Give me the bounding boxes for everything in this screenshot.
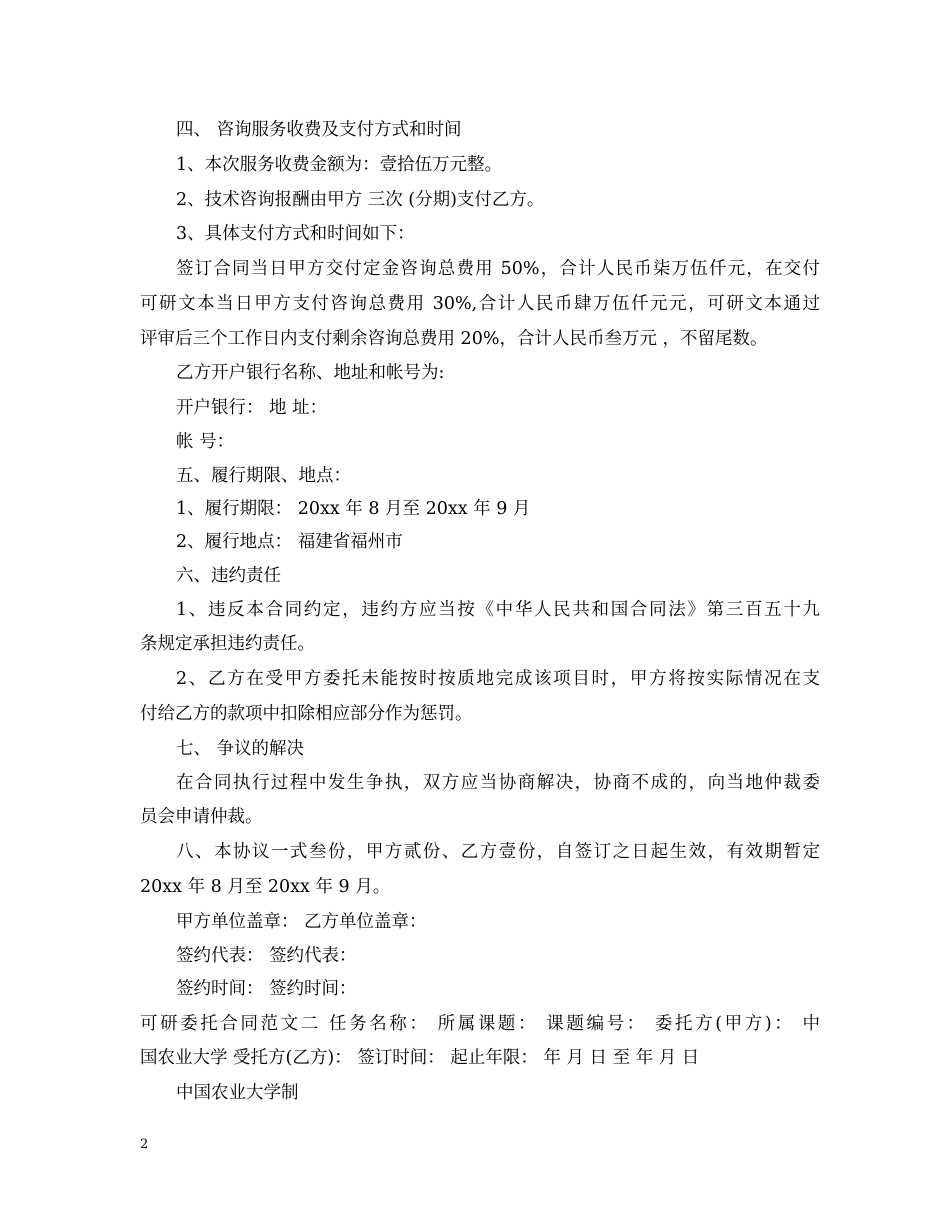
bank-name-address: 开户银行： 地 址：: [176, 398, 328, 418]
clause-7-line-1: 在合同执行过程中发生争执，双方应当协商解决，协商不成的，向当地仲裁委: [176, 773, 820, 793]
template-two-line-1: 可研委托合同范文二 任务名称： 所属课题： 课题编号： 委托方(甲方)： 中: [140, 1014, 820, 1034]
section-8-line-1: 八、本协议一式叁份，甲方贰份、乙方壹份，自签订之日起生效，有效期暂定: [176, 842, 820, 862]
signing-time-line: 签约时间： 签约时间：: [176, 979, 357, 999]
clause-7-line-2: 员会申请仲裁。: [140, 807, 263, 827]
section-8-line-2: 20xx 年 8 月至 20xx 年 9 月。: [140, 877, 391, 897]
section-7-heading: 七、 争议的解决: [176, 739, 305, 759]
clause-6-2-line-1: 2、乙方在受甲方委托未能按时按质地完成该项目时，甲方将按实际情况在支: [176, 669, 820, 689]
payment-text-line-3: 评审后三个工作日内支付剩余咨询总费用 20%，合计人民币叁万元 ，不留尾数。: [140, 329, 768, 349]
clause-4-1: 1、本次服务收费金额为：壹拾伍万元整。: [176, 155, 503, 175]
section-4-heading: 四、 咨询服务收费及支付方式和时间: [176, 120, 462, 140]
bank-info-heading: 乙方开户银行名称、地址和帐号为:: [176, 363, 445, 383]
clause-4-2: 2、技术咨询报酬由甲方 三次 (分期)支付乙方。: [176, 190, 545, 210]
representative-line: 签约代表： 签约代表：: [176, 946, 357, 966]
clause-5-2: 2、履行地点： 福建省福州市: [176, 532, 403, 552]
clause-6-1-line-2: 条规定承担违约责任。: [140, 634, 315, 654]
section-6-heading: 六、违约责任: [176, 566, 281, 586]
payment-text-line-2: 可研文本当日甲方支付咨询总费用 30%,合计人民币肆万伍仟元元，可研文本通过: [140, 294, 820, 314]
clause-4-3: 3、具体支付方式和时间如下：: [176, 224, 415, 244]
clause-6-1-line-1: 1、违反本合同约定，违约方应当按《中华人民共和国合同法》第三百五十九: [176, 600, 820, 620]
seal-line: 甲方单位盖章： 乙方单位盖章：: [176, 912, 427, 932]
clause-5-1: 1、履行期限： 20xx 年 8 月至 20xx 年 9 月: [176, 499, 531, 519]
template-two-line-2: 国农业大学 受托方(乙方)： 签订时间： 起止年限： 年 月 日 至 年 月 日: [140, 1048, 700, 1068]
section-5-heading: 五、履行期限、地点：: [176, 466, 351, 486]
payment-text-line-1: 签订合同当日甲方交付定金咨询总费用 50%，合计人民币柒万伍仟元，在交付: [176, 259, 820, 279]
clause-6-2-line-2: 付给乙方的款项中扣除相应部分作为惩罚。: [140, 704, 473, 724]
issuer-line: 中国农业大学制: [176, 1083, 299, 1103]
page-number: 2: [140, 1137, 149, 1152]
bank-account: 帐 号：: [176, 432, 235, 452]
